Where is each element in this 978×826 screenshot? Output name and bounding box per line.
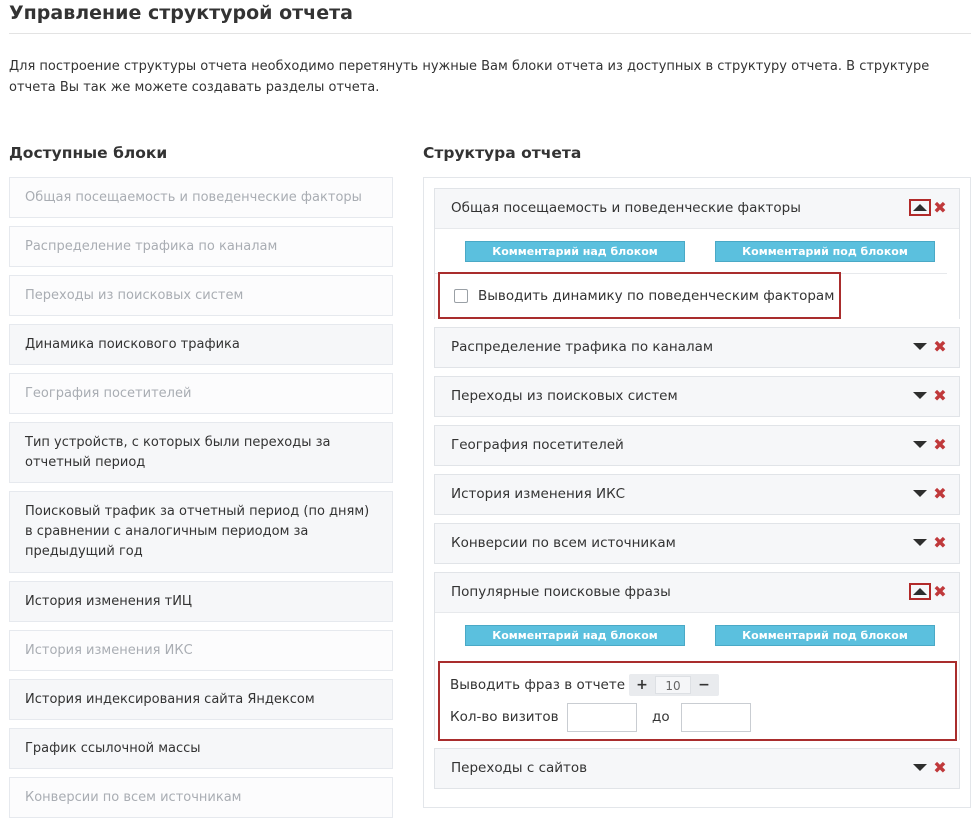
expand-icon[interactable] — [909, 485, 931, 502]
available-block-item — [9, 226, 393, 267]
structure-block[interactable] — [434, 474, 960, 515]
structure-block[interactable] — [434, 188, 960, 319]
structure-block-title: Общая посещаемость и поведенческие факторы — [451, 200, 801, 216]
structure-block-body — [435, 228, 959, 319]
structure-block-header — [435, 749, 959, 788]
remove-icon[interactable]: ✖ — [933, 386, 947, 405]
comment-below-button[interactable]: Комментарий под блоком — [715, 625, 935, 646]
expand-icon[interactable] — [909, 759, 931, 776]
caret-down-icon — [913, 490, 927, 497]
structure-block[interactable] — [434, 572, 960, 740]
available-block-item — [9, 630, 393, 671]
available-block-label: График ссылочной массы — [25, 740, 201, 756]
structure-block[interactable] — [434, 523, 960, 564]
remove-icon[interactable]: ✖ — [933, 337, 947, 356]
remove-icon[interactable]: ✖ — [933, 758, 947, 777]
available-block-label: История индексирования сайта Яндексом — [25, 691, 315, 707]
caret-down-icon — [913, 764, 927, 771]
available-block-label: География посетителей — [25, 385, 192, 401]
structure-block-body — [435, 612, 959, 740]
available-block-item — [9, 275, 393, 316]
available-blocks-heading: Доступные блоки — [9, 144, 168, 162]
remove-icon[interactable]: ✖ — [933, 484, 947, 503]
structure-block-header — [435, 328, 959, 367]
available-block-item — [9, 777, 393, 818]
comment-above-button[interactable]: Комментарий над блоком — [465, 241, 685, 262]
caret-down-icon — [913, 539, 927, 546]
available-block-label: Динамика поискового трафика — [25, 336, 240, 352]
available-blocks-list — [9, 177, 393, 826]
phrases-count-stepper — [629, 674, 719, 696]
structure-block-title: Распределение трафика по каналам — [451, 339, 714, 355]
structure-block[interactable] — [434, 425, 960, 466]
caret-down-icon — [913, 343, 927, 350]
visits-to-input[interactable] — [681, 703, 751, 732]
available-block-item[interactable] — [9, 581, 393, 622]
expand-icon[interactable] — [909, 338, 931, 355]
page-title: Управление структурой отчета — [9, 2, 353, 24]
structure-block-header — [435, 573, 959, 612]
structure-block-title: География посетителей — [451, 437, 624, 453]
structure-block-title: Переходы с сайтов — [451, 760, 588, 776]
available-block-item[interactable] — [9, 422, 393, 483]
collapse-icon[interactable] — [909, 583, 931, 600]
report-structure-heading: Структура отчета — [423, 144, 582, 162]
remove-icon[interactable]: ✖ — [933, 533, 947, 552]
remove-icon[interactable]: ✖ — [933, 435, 947, 454]
structure-block-title: Конверсии по всем источникам — [451, 535, 676, 551]
available-block-label: Переходы из поисковых систем — [25, 287, 244, 303]
structure-block[interactable] — [434, 327, 960, 368]
report-structure-panel — [423, 177, 971, 808]
minus-button[interactable]: − — [698, 677, 710, 693]
caret-down-icon — [913, 392, 927, 399]
available-block-label: Тип устройств, с которых были переходы за отчетный период — [25, 434, 331, 470]
caret-up-icon — [913, 588, 927, 595]
visits-label: Кол-во визитов — [450, 709, 559, 725]
structure-block[interactable] — [434, 376, 960, 417]
comment-below-button[interactable]: Комментарий под блоком — [715, 241, 935, 262]
plus-button[interactable]: + — [636, 677, 648, 693]
structure-block-header — [435, 189, 959, 228]
structure-block-header — [435, 377, 959, 416]
structure-block-header — [435, 475, 959, 514]
structure-block-header — [435, 524, 959, 563]
behavior-dynamics-label[interactable]: Выводить динамику по поведенческим факторам — [478, 288, 835, 304]
expand-icon[interactable] — [909, 534, 931, 551]
available-block-item[interactable] — [9, 491, 393, 573]
structure-block-title: Популярные поисковые фразы — [451, 584, 671, 600]
available-block-label: Конверсии по всем источникам — [25, 789, 242, 805]
available-block-label: Общая посещаемость и поведенческие факторы — [25, 189, 362, 205]
available-block-item[interactable] — [9, 728, 393, 769]
phrases-options-highlight — [438, 661, 957, 741]
expand-icon[interactable] — [909, 436, 931, 453]
phrases-count-value[interactable]: 10 — [655, 676, 691, 694]
available-block-item[interactable] — [9, 679, 393, 720]
available-block-label: История изменения тИЦ — [25, 593, 193, 609]
comment-above-button[interactable]: Комментарий над блоком — [465, 625, 685, 646]
structure-block-title: Переходы из поисковых систем — [451, 388, 678, 404]
intro-text: Для построение структуры отчета необходимо перетянуть нужные Вам блоки отчета из доступных в структуру отчета. В структуре отчета Вы так же можете создавать разделы отчета. — [9, 59, 930, 95]
title-divider — [9, 33, 971, 34]
caret-down-icon — [913, 441, 927, 448]
available-block-item[interactable] — [9, 324, 393, 365]
collapse-icon[interactable] — [909, 199, 931, 216]
structure-block-title: История изменения ИКС — [451, 486, 626, 502]
remove-icon[interactable]: ✖ — [933, 582, 947, 601]
structure-block-header — [435, 426, 959, 465]
available-block-label: Поисковый трафик за отчетный период (по дням) в сравнении с аналогичным периодом за предыдущий год — [25, 504, 370, 559]
remove-icon[interactable]: ✖ — [933, 198, 947, 217]
behavior-dynamics-checkbox[interactable] — [454, 289, 468, 303]
visits-to-label: до — [652, 709, 670, 725]
visits-from-input[interactable] — [567, 703, 637, 732]
available-block-label: Распределение трафика по каналам — [25, 238, 278, 254]
caret-up-icon — [913, 204, 927, 211]
behavior-option-highlight — [438, 272, 841, 319]
available-block-item — [9, 373, 393, 414]
available-block-item — [9, 177, 393, 218]
phrases-count-label: Выводить фраз в отчете — [450, 677, 626, 693]
expand-icon[interactable] — [909, 387, 931, 404]
available-block-label: История изменения ИКС — [25, 642, 193, 658]
structure-block[interactable] — [434, 748, 960, 789]
